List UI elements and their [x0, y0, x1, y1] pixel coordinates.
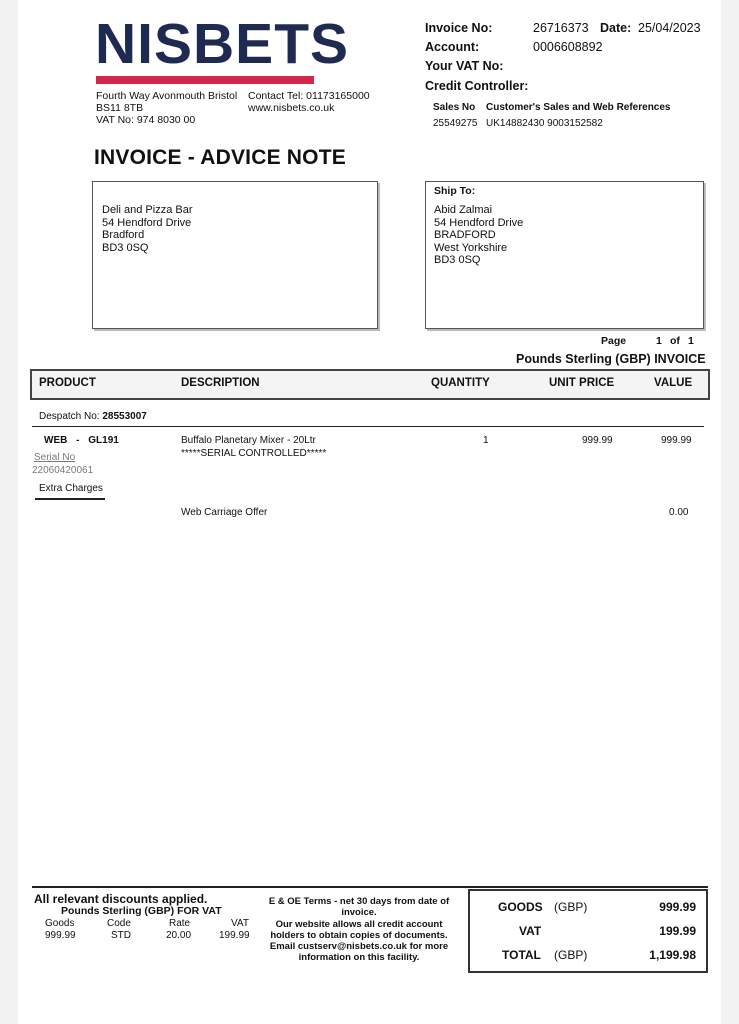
vat-table-value: 199.99	[219, 930, 250, 941]
extra-charge-value: 0.00	[669, 507, 689, 518]
invoice-page	[18, 0, 721, 1024]
company-contact-tel: Contact Tel: 01173165000	[248, 90, 370, 102]
vat-table-value: STD	[111, 930, 131, 941]
invoice-no-label: Invoice No:	[425, 21, 493, 35]
company-contact	[248, 90, 370, 114]
terms-line: E & OE Terms - net 30 days from date of	[268, 896, 450, 907]
extra-charges-underline	[35, 498, 105, 500]
page-total: 1	[688, 335, 694, 347]
invoice-no-value: 26716373	[533, 21, 589, 35]
company-logo: NISBETS	[95, 12, 350, 76]
total-value: 1,199.98	[649, 948, 696, 962]
document-title: INVOICE - ADVICE NOTE	[94, 146, 346, 169]
ship-to-label: Ship To:	[434, 185, 476, 197]
company-vat-number: VAT No: 974 8030 00	[96, 114, 196, 126]
despatch-info	[39, 411, 147, 422]
terms-line: holders to obtain copies of documents.	[270, 929, 448, 941]
line-item-value: 999.99	[661, 435, 692, 446]
despatch-label: Despatch No:	[39, 411, 100, 422]
terms-line: information on this facility.	[298, 952, 420, 964]
company-address-line2: BS11 8TB	[96, 102, 144, 114]
ship-to-address	[434, 204, 523, 267]
currency-title: Pounds Sterling (GBP) INVOICE	[516, 352, 706, 366]
your-vat-label: Your VAT No:	[425, 59, 504, 73]
total-label: TOTAL	[502, 948, 541, 962]
product-prefix: WEB	[44, 435, 68, 446]
col-value: VALUE	[654, 377, 693, 389]
terms-line: invoice.	[341, 907, 377, 919]
line-item-description	[181, 435, 326, 460]
serial-no-label: Serial No	[34, 452, 76, 463]
ship-to-line: BRADFORD	[434, 229, 496, 242]
line-items-header	[30, 369, 710, 400]
line-item-quantity: 1	[483, 435, 489, 446]
description-text: Buffalo Planetary Mixer - 20Ltr	[181, 435, 316, 446]
despatch-number: 28553007	[102, 411, 147, 422]
sales-no-label: Sales No	[433, 102, 476, 113]
terms-line: Our website allows all credit account	[275, 918, 443, 930]
ship-to-line: 54 Hendford Drive	[434, 216, 524, 229]
references-value: UK14882430 9003152582	[486, 118, 603, 129]
extra-charges-label: Extra Charges	[39, 483, 103, 494]
page-label: Page	[601, 335, 627, 347]
line-item-product	[44, 435, 119, 446]
bill-to-line: Deli and Pizza Bar	[102, 204, 193, 216]
logo-underline-bar	[96, 76, 314, 84]
col-product: PRODUCT	[39, 377, 96, 389]
vat-table-header: VAT	[231, 918, 249, 929]
bill-to-address	[102, 204, 193, 254]
col-quantity: QUANTITY	[431, 377, 490, 389]
account-label: Account:	[425, 40, 480, 54]
page-of: of	[670, 335, 680, 347]
vat-heading: Pounds Sterling (GBP) FOR VAT	[61, 905, 222, 917]
vat-label: VAT	[519, 924, 542, 938]
product-code: GL191	[88, 435, 119, 446]
col-description: DESCRIPTION	[181, 377, 260, 389]
description-note: *****SERIAL CONTROLLED*****	[181, 447, 327, 459]
totals-box	[468, 889, 708, 973]
total-currency: (GBP)	[554, 948, 588, 962]
terms-line: Email custserv@nisbets.co.uk for more	[269, 941, 449, 953]
page-current: 1	[656, 335, 662, 347]
goods-currency: (GBP)	[554, 900, 588, 914]
bill-to-line: BD3 0SQ	[102, 241, 149, 254]
terms-text	[254, 896, 464, 964]
ship-to-line: West Yorkshire	[434, 241, 508, 254]
account-value: 0006608892	[533, 40, 603, 54]
date-label: Date:	[600, 21, 632, 35]
company-website: www.nisbets.co.uk	[248, 102, 335, 114]
discount-note: All relevant discounts applied.	[34, 892, 208, 906]
extra-charge-description: Web Carriage Offer	[181, 507, 268, 518]
goods-value: 999.99	[659, 900, 696, 914]
ship-to-box	[425, 181, 704, 329]
bill-to-line: 54 Hendford Drive	[102, 216, 192, 229]
vat-table-header: Goods	[45, 918, 75, 929]
goods-label: GOODS	[498, 900, 543, 914]
vat-table-header-row	[45, 918, 255, 930]
ship-to-line: BD3 0SQ	[434, 254, 481, 267]
company-address	[96, 90, 237, 126]
sales-no-value: 25549275	[433, 118, 478, 129]
bill-to-box	[92, 181, 378, 329]
company-address-line1: Fourth Way Avonmouth Bristol	[96, 90, 238, 102]
vat-table-header: Code	[107, 918, 131, 929]
date-value: 25/04/2023	[638, 21, 701, 35]
vat-table-value: 999.99	[45, 930, 76, 941]
ship-to-line: Abid Zalmai	[434, 204, 493, 216]
credit-controller-label: Credit Controller:	[425, 79, 529, 93]
vat-value: 199.99	[659, 924, 696, 938]
line-item-unit-price: 999.99	[582, 435, 613, 446]
vat-table-value: 20.00	[166, 930, 192, 941]
product-separator: -	[76, 435, 80, 446]
col-unit-price: UNIT PRICE	[549, 377, 615, 389]
footer-divider	[32, 886, 708, 888]
despatch-divider	[32, 426, 704, 427]
bill-to-line: Bradford	[102, 229, 145, 242]
vat-table-header: Rate	[169, 918, 191, 929]
references-label: Customer's Sales and Web References	[486, 102, 671, 113]
serial-number: 22060420061	[32, 465, 94, 476]
vat-table-value-row	[45, 930, 255, 942]
